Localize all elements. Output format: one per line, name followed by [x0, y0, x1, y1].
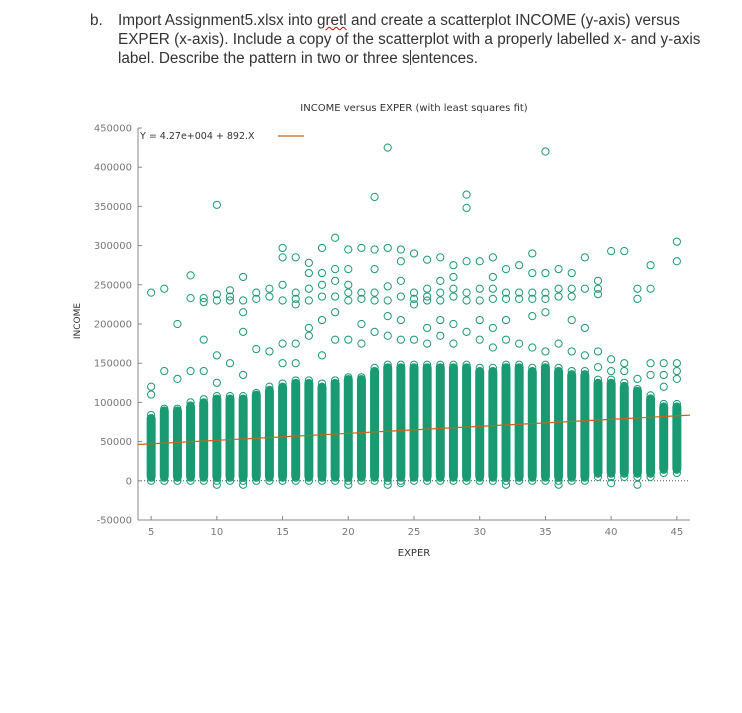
scatter-point — [437, 289, 444, 296]
scatter-point — [410, 250, 417, 257]
scatter-point — [318, 281, 325, 288]
scatter-point — [345, 266, 352, 273]
scatter-point — [332, 336, 339, 343]
scatter-point — [673, 258, 680, 265]
scatter-point — [542, 269, 549, 276]
point-band-44 — [659, 400, 668, 476]
scatter-point — [397, 246, 404, 253]
scatter-point — [437, 297, 444, 304]
x-tick-label: 5 — [147, 527, 155, 538]
scatter-point — [240, 371, 247, 378]
scatter-point — [397, 336, 404, 343]
scatter-point — [318, 352, 325, 359]
scatter-point — [318, 316, 325, 323]
scatter-point — [647, 285, 654, 292]
x-tick-label: 45 — [670, 527, 684, 538]
scatter-point — [371, 289, 378, 296]
scatter-point — [463, 191, 470, 198]
legend — [139, 131, 304, 142]
misspelled-word: gretl — [316, 12, 347, 29]
point-band-15 — [278, 380, 287, 484]
point-band-9 — [199, 396, 208, 485]
scatter-point — [332, 277, 339, 284]
scatter-point — [463, 297, 470, 304]
scatter-point — [516, 262, 523, 269]
scatter-point — [450, 262, 457, 269]
x-tick-label: 35 — [539, 527, 552, 538]
scatter-point — [305, 259, 312, 266]
scatter-point — [502, 266, 509, 273]
scatter-point — [371, 266, 378, 273]
x-axis-label: EXPER — [397, 548, 431, 559]
scatter-point — [371, 297, 378, 304]
scatter-point — [292, 360, 299, 367]
scatter-point — [384, 144, 391, 151]
scatter-point — [240, 328, 247, 335]
point-band-20 — [344, 374, 353, 485]
scatter-point — [634, 295, 641, 302]
scatter-point — [568, 316, 575, 323]
scatter-point — [476, 297, 483, 304]
scatter-point — [332, 293, 339, 300]
y-tick-label: 50000 — [100, 437, 132, 449]
scatter-point — [450, 273, 457, 280]
x-tick-label: 25 — [407, 527, 421, 538]
y-tick-label: 400000 — [93, 162, 132, 174]
scatter-point — [516, 340, 523, 347]
scatter-point — [305, 324, 312, 331]
point-band-29 — [462, 361, 471, 484]
scatter-point — [397, 293, 404, 300]
question-text — [118, 11, 708, 68]
scatter-point — [568, 269, 575, 276]
point-band-21 — [357, 374, 366, 485]
scatter-point — [542, 148, 549, 155]
scatter-point — [371, 246, 378, 253]
scatter-point — [529, 250, 536, 257]
scatter-point — [397, 258, 404, 265]
question-text-part2: and create a scatterplot INCOME (y-axis) versus EXPER (x-axis). Include a copy of the scatterplot with a properly labelled x- and y-axis label. Describe the pattern in two or three s — [118, 12, 701, 67]
scatter-point — [424, 340, 431, 347]
dense-point-bands — [147, 361, 682, 484]
scatter-point — [555, 340, 562, 347]
scatter-point — [279, 281, 286, 288]
scatter-point — [174, 375, 181, 382]
x-tick-label: 20 — [341, 527, 355, 538]
scatter-point — [397, 277, 404, 284]
scatter-point — [240, 309, 247, 316]
scatter-point — [279, 297, 286, 304]
scatter-point — [437, 316, 444, 323]
y-tick-label: 100000 — [93, 397, 132, 409]
scatter-point — [594, 364, 601, 371]
scatter-point — [489, 324, 496, 331]
scatter-point — [424, 285, 431, 292]
scatter-point — [200, 336, 207, 343]
scatterplot-chart — [0, 95, 742, 575]
scatter-point — [660, 383, 667, 390]
scatter-point — [581, 285, 588, 292]
scatter-point — [634, 375, 641, 382]
scatter-point — [358, 340, 365, 347]
scatter-point — [253, 345, 260, 352]
scatter-point — [647, 360, 654, 367]
scatter-point — [279, 360, 286, 367]
scatter-point — [555, 266, 562, 273]
scatter-point — [187, 367, 194, 374]
legend-label: Y = 4.27e+004 + 892.X — [140, 131, 255, 142]
scatter-point — [345, 297, 352, 304]
scatter-point — [384, 283, 391, 290]
scatter-point — [213, 201, 220, 208]
scatter-point — [148, 289, 155, 296]
scatter-point — [476, 336, 483, 343]
scatter-point — [345, 336, 352, 343]
x-tick-label: 30 — [473, 527, 487, 538]
y-tick-label: 300000 — [93, 241, 132, 253]
scatter-point — [345, 281, 352, 288]
point-band-38 — [580, 367, 589, 484]
scatter-point — [463, 289, 470, 296]
scatter-point — [187, 272, 194, 279]
scatter-point — [345, 246, 352, 253]
y-tick-label: 150000 — [93, 358, 132, 370]
scatter-point — [424, 324, 431, 331]
scatter-point — [318, 293, 325, 300]
scatter-point — [621, 360, 628, 367]
scatter-point — [292, 301, 299, 308]
scatter-point — [213, 352, 220, 359]
scatter-point — [634, 285, 641, 292]
scatter-point — [213, 379, 220, 386]
point-band-36 — [554, 364, 563, 484]
scatter-point — [568, 293, 575, 300]
point-band-32 — [502, 361, 511, 484]
point-band-7 — [173, 405, 182, 484]
scatter-point — [437, 277, 444, 284]
scatter-point — [594, 277, 601, 284]
scatter-point — [161, 367, 168, 374]
point-band-31 — [488, 364, 497, 484]
scatter-point — [397, 316, 404, 323]
scatter-point — [673, 367, 680, 374]
point-band-23 — [383, 361, 392, 484]
scatter-point — [305, 269, 312, 276]
scatter-point — [489, 273, 496, 280]
scatter-point — [581, 352, 588, 359]
scatter-point — [608, 356, 615, 363]
scatter-point — [450, 340, 457, 347]
scatter-point — [424, 256, 431, 263]
point-band-26 — [423, 361, 432, 484]
point-band-22 — [370, 364, 379, 484]
scatter-point — [318, 244, 325, 251]
scatter-point — [594, 348, 601, 355]
scatter-point — [621, 247, 628, 254]
point-band-6 — [160, 405, 169, 484]
scatter-point — [410, 336, 417, 343]
question-marker: b. — [90, 12, 103, 29]
scatter-point — [608, 367, 615, 374]
scatter-point — [647, 371, 654, 378]
scatter-point — [463, 328, 470, 335]
point-band-30 — [475, 364, 484, 484]
y-tick-label: 0 — [125, 476, 132, 488]
scatter-point — [529, 269, 536, 276]
point-band-18 — [318, 380, 327, 484]
scatter-point — [542, 348, 549, 355]
scatter-point — [476, 316, 483, 323]
y-tick-label: -50000 — [96, 515, 132, 527]
scatter-point — [673, 360, 680, 367]
point-band-45 — [672, 400, 681, 476]
x-tick-label: 10 — [210, 527, 224, 538]
scatter-point — [450, 320, 457, 327]
y-axis-label: INCOME — [73, 302, 83, 340]
scatter-point — [384, 244, 391, 251]
scatter-point — [463, 204, 470, 211]
scatter-point — [384, 297, 391, 304]
scatter-point — [437, 254, 444, 261]
point-band-11 — [226, 393, 235, 485]
scatter-point — [345, 289, 352, 296]
x-tick-label: 15 — [276, 527, 289, 538]
scatter-point — [660, 371, 667, 378]
scatter-point — [608, 247, 615, 254]
scatter-point — [660, 360, 667, 367]
chart-title: INCOME versus EXPER (with least squares fit) — [300, 103, 528, 114]
scatter-point — [634, 481, 641, 488]
point-band-41 — [620, 379, 629, 480]
scatter-point — [148, 383, 155, 390]
scatter-point — [266, 285, 273, 292]
scatter-point — [555, 293, 562, 300]
scatter-point — [568, 348, 575, 355]
scatter-point — [476, 258, 483, 265]
scatter-point — [673, 238, 680, 245]
scatter-point — [161, 285, 168, 292]
scatter-point — [437, 332, 444, 339]
scatter-point — [410, 301, 417, 308]
scatter-point — [305, 285, 312, 292]
point-band-16 — [291, 377, 300, 485]
scatter-point — [489, 285, 496, 292]
scatter-point — [673, 375, 680, 382]
scatter-point — [187, 295, 194, 302]
point-band-37 — [567, 367, 576, 484]
point-band-43 — [646, 392, 655, 481]
scatter-point — [621, 367, 628, 374]
scatter-point — [279, 244, 286, 251]
point-band-5 — [147, 411, 156, 484]
scatter-point — [332, 234, 339, 241]
scatter-point — [384, 332, 391, 339]
scatter-point — [594, 291, 601, 298]
point-band-39 — [594, 376, 603, 480]
scatter-point — [529, 313, 536, 320]
scatter-point — [542, 309, 549, 316]
scatter-point — [279, 254, 286, 261]
scatter-point — [240, 297, 247, 304]
point-band-27 — [436, 361, 445, 484]
scatter-point — [148, 391, 155, 398]
x-tick-label: 40 — [604, 527, 618, 538]
scatter-point — [581, 254, 588, 261]
scatter-point — [292, 254, 299, 261]
scatter-point — [489, 295, 496, 302]
question-text-part1: Import Assignment5.xlsx into — [118, 12, 317, 29]
question-text-part3: entences. — [411, 50, 478, 67]
scatter-point — [332, 309, 339, 316]
scatter-point — [450, 293, 457, 300]
scatter-point — [358, 320, 365, 327]
point-band-24 — [396, 361, 405, 484]
point-band-19 — [331, 377, 340, 485]
y-tick-label: 250000 — [93, 280, 132, 292]
scatter-point — [266, 348, 273, 355]
point-band-34 — [528, 364, 537, 484]
y-tick-label: 450000 — [93, 123, 132, 135]
point-band-17 — [304, 377, 313, 485]
scatter-point — [568, 285, 575, 292]
scatter-point — [384, 313, 391, 320]
point-band-28 — [449, 361, 458, 484]
point-band-25 — [410, 361, 419, 484]
scatter-point — [305, 297, 312, 304]
scatter-point — [476, 285, 483, 292]
y-tick-label: 350000 — [93, 201, 132, 213]
scatter-point — [371, 328, 378, 335]
scatter-point — [292, 340, 299, 347]
point-band-14 — [265, 383, 274, 484]
scatter-point — [502, 336, 509, 343]
scatter-point — [318, 269, 325, 276]
scatter-point — [647, 262, 654, 269]
point-band-40 — [607, 376, 616, 480]
scatter-point — [332, 266, 339, 273]
scatter-point — [581, 324, 588, 331]
scatter-point — [529, 344, 536, 351]
scatter-point — [489, 254, 496, 261]
scatter-point — [305, 332, 312, 339]
scatter-point — [489, 344, 496, 351]
scatter-point — [502, 316, 509, 323]
scatter-point — [450, 285, 457, 292]
scatter-point — [463, 258, 470, 265]
point-band-10 — [212, 393, 221, 485]
scatter-point — [174, 320, 181, 327]
scatter-point — [358, 244, 365, 251]
scatter-point — [266, 293, 273, 300]
scatter-point — [240, 273, 247, 280]
scatter-point — [371, 193, 378, 200]
scatter-point — [200, 367, 207, 374]
scatter-point — [226, 360, 233, 367]
point-band-42 — [633, 385, 642, 480]
point-band-13 — [252, 389, 261, 484]
scatter-point — [555, 285, 562, 292]
point-band-33 — [515, 361, 524, 484]
scatter-point — [279, 340, 286, 347]
y-tick-label: 200000 — [93, 319, 132, 331]
